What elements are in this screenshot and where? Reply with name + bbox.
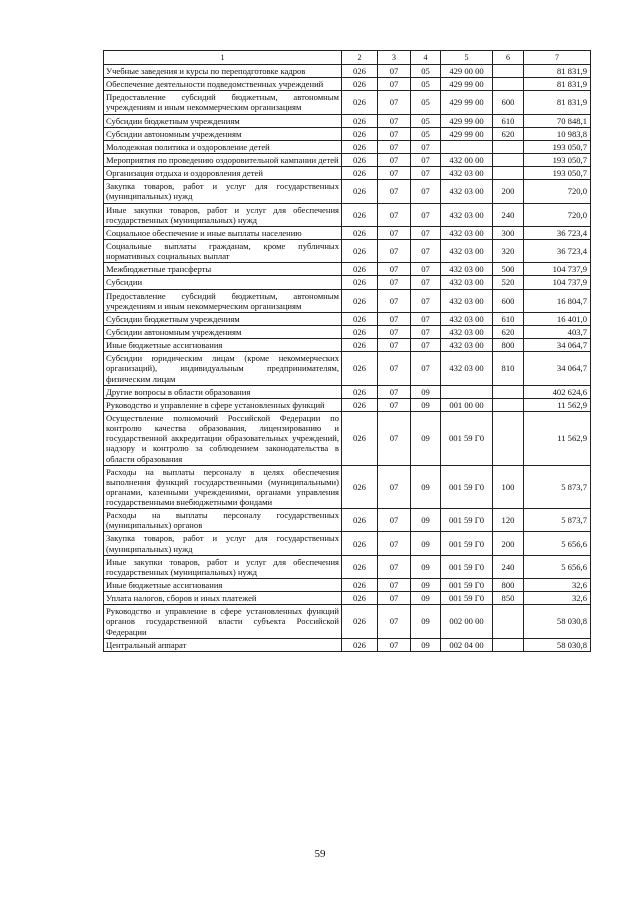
line-name-cell: Уплата налогов, сборов и иных платежей xyxy=(104,592,342,605)
section-code-cell: 07 xyxy=(378,385,411,398)
amount-cell: 16 804,7 xyxy=(524,289,591,312)
table-row xyxy=(104,153,591,166)
section-code-cell: 07 xyxy=(378,127,411,140)
section-code-cell: 07 xyxy=(378,605,411,638)
section-code-cell: 07 xyxy=(378,411,411,465)
line-name-cell: Субсидии бюджетным учреждениям xyxy=(104,312,342,325)
section-code-cell: 07 xyxy=(378,532,411,555)
ministry-code-cell: 026 xyxy=(342,263,378,276)
line-name-cell: Субсидии автономным учреждениям xyxy=(104,127,342,140)
table-row xyxy=(104,339,591,352)
table-row xyxy=(104,638,591,651)
subsection-code-cell: 09 xyxy=(411,465,441,509)
table-row xyxy=(104,180,591,203)
target-article-cell xyxy=(441,385,493,398)
target-article-cell: 432 03 00 xyxy=(441,263,493,276)
subsection-code-cell: 07 xyxy=(411,312,441,325)
subsection-code-cell: 09 xyxy=(411,555,441,578)
target-article-cell: 002 04 00 xyxy=(441,638,493,651)
line-name-cell: Субсидии автономным учреждениям xyxy=(104,325,342,338)
amount-cell: 193 050,7 xyxy=(524,167,591,180)
line-name-cell: Предоставление субсидий бюджетным, автономным учреждениям и иным некоммерческим организациям xyxy=(104,91,342,114)
table-row xyxy=(104,226,591,239)
expense-type-cell: 800 xyxy=(493,579,524,592)
amount-cell: 720,0 xyxy=(524,180,591,203)
column-number: 6 xyxy=(493,51,524,65)
ministry-code-cell: 026 xyxy=(342,226,378,239)
table-row xyxy=(104,555,591,578)
subsection-code-cell: 05 xyxy=(411,78,441,91)
ministry-code-cell: 026 xyxy=(342,465,378,509)
column-number-row xyxy=(104,51,591,65)
subsection-code-cell: 09 xyxy=(411,532,441,555)
subsection-code-cell: 07 xyxy=(411,276,441,289)
ministry-code-cell: 026 xyxy=(342,352,378,385)
table-row xyxy=(104,385,591,398)
ministry-code-cell: 026 xyxy=(342,78,378,91)
expense-type-cell: 200 xyxy=(493,532,524,555)
table-row xyxy=(104,592,591,605)
subsection-code-cell: 05 xyxy=(411,127,441,140)
column-number: 2 xyxy=(342,51,378,65)
section-code-cell: 07 xyxy=(378,592,411,605)
expense-type-cell xyxy=(493,398,524,411)
expense-type-cell: 610 xyxy=(493,312,524,325)
line-name-cell: Субсидии xyxy=(104,276,342,289)
subsection-code-cell: 07 xyxy=(411,325,441,338)
amount-cell: 104 737,9 xyxy=(524,263,591,276)
expense-type-cell: 240 xyxy=(493,555,524,578)
ministry-code-cell: 026 xyxy=(342,339,378,352)
table-row xyxy=(104,605,591,638)
section-code-cell: 07 xyxy=(378,263,411,276)
table-row xyxy=(104,65,591,78)
expense-type-cell: 800 xyxy=(493,339,524,352)
target-article-cell: 001 59 Г0 xyxy=(441,579,493,592)
line-name-cell: Закупка товаров, работ и услуг для государственных (муниципальных) нужд xyxy=(104,532,342,555)
ministry-code-cell: 026 xyxy=(342,532,378,555)
expense-type-cell: 500 xyxy=(493,263,524,276)
subsection-code-cell: 07 xyxy=(411,180,441,203)
line-name-cell: Иные закупки товаров, работ и услуг для обеспечения государственных (муниципальных) нужд xyxy=(104,203,342,226)
subsection-code-cell: 09 xyxy=(411,638,441,651)
table-row xyxy=(104,411,591,465)
table-row xyxy=(104,263,591,276)
amount-cell: 32,6 xyxy=(524,579,591,592)
ministry-code-cell: 026 xyxy=(342,65,378,78)
ministry-code-cell: 026 xyxy=(342,167,378,180)
line-name-cell: Субсидии юридическим лицам (кроме некоммерческих организаций), индивидуальным предпринимателям, физическим лицам xyxy=(104,352,342,385)
section-code-cell: 07 xyxy=(378,239,411,262)
ministry-code-cell: 026 xyxy=(342,289,378,312)
line-name-cell: Молодежная политика и оздоровление детей xyxy=(104,140,342,153)
amount-cell: 32,6 xyxy=(524,592,591,605)
amount-cell: 5 873,7 xyxy=(524,465,591,509)
amount-cell: 81 831,9 xyxy=(524,78,591,91)
amount-cell: 403,7 xyxy=(524,325,591,338)
amount-cell: 11 562,9 xyxy=(524,398,591,411)
amount-cell: 70 848,1 xyxy=(524,114,591,127)
amount-cell: 58 030,8 xyxy=(524,605,591,638)
line-name-cell: Иные бюджетные ассигнования xyxy=(104,579,342,592)
expense-type-cell: 850 xyxy=(493,592,524,605)
target-article-cell: 432 03 00 xyxy=(441,203,493,226)
table-row xyxy=(104,532,591,555)
amount-cell: 11 562,9 xyxy=(524,411,591,465)
table-row xyxy=(104,140,591,153)
table-row xyxy=(104,465,591,509)
column-number: 7 xyxy=(524,51,591,65)
amount-cell: 720,0 xyxy=(524,203,591,226)
ministry-code-cell: 026 xyxy=(342,312,378,325)
subsection-code-cell: 09 xyxy=(411,385,441,398)
expense-type-cell: 620 xyxy=(493,127,524,140)
expense-type-cell xyxy=(493,167,524,180)
table-row xyxy=(104,167,591,180)
amount-cell: 5 656,6 xyxy=(524,555,591,578)
column-number: 3 xyxy=(378,51,411,65)
line-name-cell: Учебные заведения и курсы по переподготовке кадров xyxy=(104,65,342,78)
table-row xyxy=(104,312,591,325)
target-article-cell: 432 03 00 xyxy=(441,276,493,289)
line-name-cell: Расходы на выплаты персоналу государственных (муниципальных) органов xyxy=(104,509,342,532)
ministry-code-cell: 026 xyxy=(342,579,378,592)
expense-type-cell xyxy=(493,411,524,465)
expense-type-cell: 610 xyxy=(493,114,524,127)
target-article-cell: 002 00 00 xyxy=(441,605,493,638)
section-code-cell: 07 xyxy=(378,579,411,592)
section-code-cell: 07 xyxy=(378,509,411,532)
amount-cell: 58 030,8 xyxy=(524,638,591,651)
target-article-cell: 432 03 00 xyxy=(441,339,493,352)
expense-type-cell: 200 xyxy=(493,180,524,203)
section-code-cell: 07 xyxy=(378,65,411,78)
line-name-cell: Социальное обеспечение и иные выплаты населению xyxy=(104,226,342,239)
table-row xyxy=(104,239,591,262)
target-article-cell: 432 03 00 xyxy=(441,289,493,312)
line-name-cell: Мероприятия по проведению оздоровительной кампании детей xyxy=(104,153,342,166)
expense-type-cell xyxy=(493,65,524,78)
target-article-cell: 429 00 00 xyxy=(441,65,493,78)
section-code-cell: 07 xyxy=(378,91,411,114)
line-name-cell: Закупка товаров, работ и услуг для государственных (муниципальных) нужд xyxy=(104,180,342,203)
target-article-cell: 432 03 00 xyxy=(441,226,493,239)
ministry-code-cell: 026 xyxy=(342,325,378,338)
expense-type-cell xyxy=(493,638,524,651)
expense-type-cell: 520 xyxy=(493,276,524,289)
section-code-cell: 07 xyxy=(378,339,411,352)
subsection-code-cell: 05 xyxy=(411,114,441,127)
table-row xyxy=(104,276,591,289)
target-article-cell: 429 99 00 xyxy=(441,78,493,91)
amount-cell: 402 624,6 xyxy=(524,385,591,398)
subsection-code-cell: 07 xyxy=(411,140,441,153)
budget-table-body xyxy=(104,51,591,652)
amount-cell: 36 723,4 xyxy=(524,239,591,262)
target-article-cell: 001 59 Г0 xyxy=(441,509,493,532)
column-number: 5 xyxy=(441,51,493,65)
section-code-cell: 07 xyxy=(378,226,411,239)
section-code-cell: 07 xyxy=(378,638,411,651)
target-article-cell: 429 99 00 xyxy=(441,91,493,114)
subsection-code-cell: 09 xyxy=(411,398,441,411)
subsection-code-cell: 07 xyxy=(411,203,441,226)
target-article-cell: 001 59 Г0 xyxy=(441,465,493,509)
line-name-cell: Другие вопросы в области образования xyxy=(104,385,342,398)
section-code-cell: 07 xyxy=(378,312,411,325)
ministry-code-cell: 026 xyxy=(342,239,378,262)
target-article-cell: 432 03 00 xyxy=(441,352,493,385)
column-number: 1 xyxy=(104,51,342,65)
section-code-cell: 07 xyxy=(378,398,411,411)
table-row xyxy=(104,509,591,532)
expense-type-cell: 300 xyxy=(493,226,524,239)
target-article-cell: 432 03 00 xyxy=(441,325,493,338)
expense-type-cell: 600 xyxy=(493,91,524,114)
ministry-code-cell: 026 xyxy=(342,180,378,203)
ministry-code-cell: 026 xyxy=(342,91,378,114)
ministry-code-cell: 026 xyxy=(342,276,378,289)
ministry-code-cell: 026 xyxy=(342,411,378,465)
target-article-cell xyxy=(441,140,493,153)
subsection-code-cell: 09 xyxy=(411,605,441,638)
amount-cell: 16 401,0 xyxy=(524,312,591,325)
subsection-code-cell: 07 xyxy=(411,289,441,312)
ministry-code-cell: 026 xyxy=(342,605,378,638)
section-code-cell: 07 xyxy=(378,167,411,180)
subsection-code-cell: 09 xyxy=(411,411,441,465)
amount-cell: 5 656,6 xyxy=(524,532,591,555)
table-row xyxy=(104,91,591,114)
ministry-code-cell: 026 xyxy=(342,638,378,651)
line-name-cell: Руководство и управление в сфере установленных функций xyxy=(104,398,342,411)
section-code-cell: 07 xyxy=(378,140,411,153)
target-article-cell: 001 59 Г0 xyxy=(441,532,493,555)
amount-cell: 81 831,9 xyxy=(524,65,591,78)
amount-cell: 5 873,7 xyxy=(524,509,591,532)
subsection-code-cell: 07 xyxy=(411,239,441,262)
expense-type-cell xyxy=(493,153,524,166)
target-article-cell: 432 03 00 xyxy=(441,180,493,203)
expense-type-cell: 240 xyxy=(493,203,524,226)
subsection-code-cell: 09 xyxy=(411,592,441,605)
amount-cell: 193 050,7 xyxy=(524,140,591,153)
ministry-code-cell: 026 xyxy=(342,592,378,605)
target-article-cell: 429 99 00 xyxy=(441,114,493,127)
ministry-code-cell: 026 xyxy=(342,140,378,153)
subsection-code-cell: 07 xyxy=(411,226,441,239)
table-row xyxy=(104,325,591,338)
table-row xyxy=(104,352,591,385)
expense-type-cell: 600 xyxy=(493,289,524,312)
section-code-cell: 07 xyxy=(378,180,411,203)
expense-type-cell: 100 xyxy=(493,465,524,509)
ministry-code-cell: 026 xyxy=(342,153,378,166)
line-name-cell: Организация отдыха и оздоровления детей xyxy=(104,167,342,180)
target-article-cell: 432 03 00 xyxy=(441,167,493,180)
section-code-cell: 07 xyxy=(378,325,411,338)
target-article-cell: 432 03 00 xyxy=(441,312,493,325)
subsection-code-cell: 07 xyxy=(411,167,441,180)
target-article-cell: 001 59 Г0 xyxy=(441,411,493,465)
expense-type-cell: 320 xyxy=(493,239,524,262)
amount-cell: 193 050,7 xyxy=(524,153,591,166)
ministry-code-cell: 026 xyxy=(342,127,378,140)
ministry-code-cell: 026 xyxy=(342,509,378,532)
target-article-cell: 432 03 00 xyxy=(441,239,493,262)
amount-cell: 34 064,7 xyxy=(524,339,591,352)
section-code-cell: 07 xyxy=(378,465,411,509)
target-article-cell: 001 59 Г0 xyxy=(441,592,493,605)
section-code-cell: 07 xyxy=(378,78,411,91)
section-code-cell: 07 xyxy=(378,352,411,385)
ministry-code-cell: 026 xyxy=(342,114,378,127)
expense-type-cell: 810 xyxy=(493,352,524,385)
expense-type-cell xyxy=(493,385,524,398)
subsection-code-cell: 07 xyxy=(411,153,441,166)
target-article-cell: 429 99 00 xyxy=(441,127,493,140)
line-name-cell: Иные бюджетные ассигнования xyxy=(104,339,342,352)
page-number: 59 xyxy=(314,848,326,860)
section-code-cell: 07 xyxy=(378,289,411,312)
table-row xyxy=(104,398,591,411)
table-row xyxy=(104,78,591,91)
amount-cell: 10 983,8 xyxy=(524,127,591,140)
table-row xyxy=(104,579,591,592)
expense-type-cell xyxy=(493,78,524,91)
subsection-code-cell: 07 xyxy=(411,339,441,352)
ministry-code-cell: 026 xyxy=(342,385,378,398)
ministry-code-cell: 026 xyxy=(342,555,378,578)
table-row xyxy=(104,127,591,140)
line-name-cell: Межбюджетные трансферты xyxy=(104,263,342,276)
table-row xyxy=(104,114,591,127)
amount-cell: 36 723,4 xyxy=(524,226,591,239)
subsection-code-cell: 07 xyxy=(411,352,441,385)
line-name-cell: Руководство и управление в сфере установленных функций органов государственной власти субъекта Российской Федерации xyxy=(104,605,342,638)
line-name-cell: Осуществление полномочий Российской Федерации по контролю качества образования, лицензированию и государственной аккредитации образовательных учреждений, надзору и контролю за соблюдением законодательства в области образования xyxy=(104,411,342,465)
amount-cell: 104 737,9 xyxy=(524,276,591,289)
subsection-code-cell: 05 xyxy=(411,91,441,114)
target-article-cell: 001 00 00 xyxy=(441,398,493,411)
line-name-cell: Центральный аппарат xyxy=(104,638,342,651)
subsection-code-cell: 05 xyxy=(411,65,441,78)
subsection-code-cell: 09 xyxy=(411,579,441,592)
table-row xyxy=(104,203,591,226)
section-code-cell: 07 xyxy=(378,203,411,226)
expense-type-cell xyxy=(493,605,524,638)
amount-cell: 34 064,7 xyxy=(524,352,591,385)
budget-table xyxy=(103,50,591,652)
line-name-cell: Расходы на выплаты персоналу в целях обеспечения выполнения функций государственными (муниципальными) органами, казенными учреждениями, органами управления государственными внебюджетными фондами xyxy=(104,465,342,509)
expense-type-cell: 120 xyxy=(493,509,524,532)
target-article-cell: 432 00 00 xyxy=(441,153,493,166)
section-code-cell: 07 xyxy=(378,276,411,289)
section-code-cell: 07 xyxy=(378,114,411,127)
line-name-cell: Предоставление субсидий бюджетным, автономным учреждениям и иным некоммерческим организациям xyxy=(104,289,342,312)
section-code-cell: 07 xyxy=(378,153,411,166)
line-name-cell: Обеспечение деятельности подведомственных учреждений xyxy=(104,78,342,91)
table-row xyxy=(104,289,591,312)
line-name-cell: Иные закупки товаров, работ и услуг для обеспечения государственных (муниципальных) нужд xyxy=(104,555,342,578)
line-name-cell: Социальные выплаты гражданам, кроме публичных нормативных социальных выплат xyxy=(104,239,342,262)
subsection-code-cell: 07 xyxy=(411,263,441,276)
subsection-code-cell: 09 xyxy=(411,509,441,532)
amount-cell: 81 831,9 xyxy=(524,91,591,114)
ministry-code-cell: 026 xyxy=(342,398,378,411)
line-name-cell: Субсидии бюджетным учреждениям xyxy=(104,114,342,127)
target-article-cell: 001 59 Г0 xyxy=(441,555,493,578)
section-code-cell: 07 xyxy=(378,555,411,578)
expense-type-cell: 620 xyxy=(493,325,524,338)
ministry-code-cell: 026 xyxy=(342,203,378,226)
expense-type-cell xyxy=(493,140,524,153)
column-number: 4 xyxy=(411,51,441,65)
